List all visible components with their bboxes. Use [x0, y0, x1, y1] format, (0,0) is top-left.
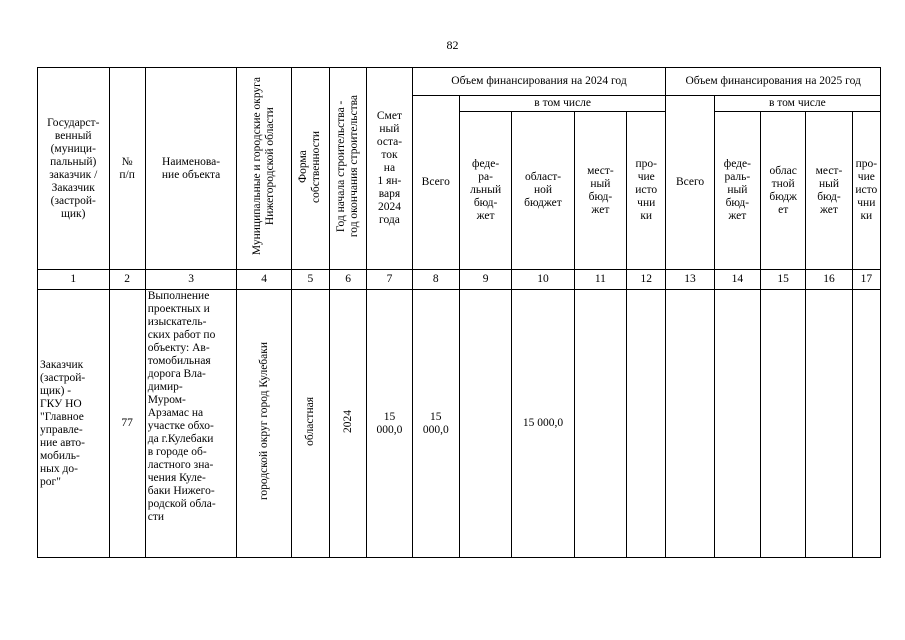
header-municipality: Муниципальные и городские округа Нижегородской области — [251, 77, 277, 256]
header-municipality-cell — [237, 68, 291, 270]
column-number: 1 — [38, 270, 110, 290]
header-num: № п/п — [109, 68, 145, 270]
header-including-2025: в том числе — [714, 96, 880, 112]
row-municipality: городской округ город Кулебаки — [257, 342, 270, 501]
column-number: 14 — [714, 270, 760, 290]
column-number: 13 — [666, 270, 714, 290]
header-including-2024: в том числе — [459, 96, 665, 112]
header-local-2024: мест- ный бюд- жет — [574, 112, 626, 270]
column-numbers-row — [38, 270, 881, 290]
header-ownership: Форма собственности — [297, 130, 323, 203]
page-number: 82 — [446, 38, 459, 52]
column-number: 17 — [852, 270, 880, 290]
header-federal-2024: феде- ра- льный бюд- жет — [459, 112, 511, 270]
row-other-2025 — [852, 290, 880, 558]
row-years-cell — [330, 290, 367, 558]
column-number: 6 — [330, 270, 367, 290]
header-object-name: Наименова- ние объекта — [145, 68, 237, 270]
header-customer: Государст- венный (муници- пальный) заказчик / Заказчик (застрой- щик) — [38, 68, 110, 270]
header-total-2024: Всего — [412, 96, 459, 270]
row-ownership: областная — [303, 397, 316, 446]
column-number: 12 — [627, 270, 666, 290]
row-ownership-cell — [291, 290, 329, 558]
row-regional-2025 — [761, 290, 806, 558]
header-years: Год начала строительства - год окончания строительства — [335, 95, 361, 238]
header-fin-2024: Объем финансирования на 2024 год — [412, 68, 666, 96]
row-other-2024 — [627, 290, 666, 558]
column-number: 7 — [367, 270, 412, 290]
row-federal-2025 — [714, 290, 760, 558]
header-federal-2025: феде- раль- ный бюд- жет — [714, 112, 760, 270]
column-number: 11 — [574, 270, 626, 290]
column-number: 9 — [459, 270, 511, 290]
row-local-2025 — [806, 290, 852, 558]
header-years-cell — [330, 68, 367, 270]
column-number: 15 — [761, 270, 806, 290]
header-other-2024: про- чие исто чни ки — [627, 112, 666, 270]
header-regional-2024: област- ной бюджет — [512, 112, 574, 270]
header-regional-2025: облас тной бюдж ет — [761, 112, 806, 270]
row-local-2024 — [574, 290, 626, 558]
financing-table — [37, 67, 881, 558]
header-fin-2025: Объем финансирования на 2025 год — [666, 68, 881, 96]
row-total-2024: 15 000,0 — [412, 290, 459, 558]
row-regional-2024: 15 000,0 — [512, 290, 574, 558]
header-ownership-cell — [291, 68, 329, 270]
row-customer: Заказчик (застрой- щик) - ГКУ НО "Главное управле- ние авто- мобиль- ных до- рог" — [38, 290, 110, 558]
column-number: 5 — [291, 270, 329, 290]
column-number: 10 — [512, 270, 574, 290]
header-local-2025: мест- ный бюд- жет — [806, 112, 852, 270]
column-number: 3 — [145, 270, 237, 290]
row-remainder: 15 000,0 — [367, 290, 412, 558]
row-total-2025 — [666, 290, 714, 558]
header-total-2025: Всего — [666, 96, 714, 270]
row-municipality-cell — [237, 290, 291, 558]
row-num: 77 — [109, 290, 145, 558]
column-number: 8 — [412, 270, 459, 290]
header-other-2025: про- чие исто чни ки — [852, 112, 880, 270]
column-number: 4 — [237, 270, 291, 290]
column-number: 16 — [806, 270, 852, 290]
row-federal-2024 — [459, 290, 511, 558]
header-remainder: Смет ный оста- ток на 1 ян- варя 2024 года — [367, 68, 412, 270]
row-object-name: Выполнение проектных и изыскатель- ских работ по объекту: Ав- томобильная дорога Вла- димир- Муром- Арзамас на участке обхо- да г.Кулебаки в городе об- ластного зна- чения Куле- баки Нижего- родской обла- сти — [145, 290, 237, 558]
column-number: 2 — [109, 270, 145, 290]
table-row — [38, 290, 881, 558]
row-years: 2024 — [341, 410, 354, 433]
